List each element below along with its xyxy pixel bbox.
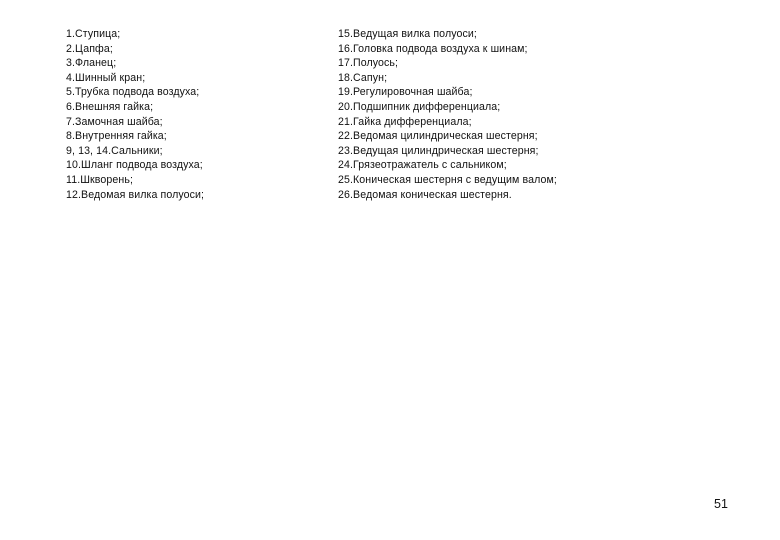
legend-item: 5.Трубка подвода воздуха; bbox=[66, 86, 200, 99]
legend-item: 2.Цапфа; bbox=[66, 42, 113, 55]
legend-item: 17.Полуось; bbox=[338, 57, 399, 70]
legend-item: 6.Внешняя гайка; bbox=[66, 100, 154, 113]
legend-item: 20.Подшипник дифференциала; bbox=[338, 100, 501, 113]
legend-item: 18.Сапун; bbox=[338, 71, 388, 84]
parts-legend-right-column bbox=[338, 27, 557, 202]
legend-item: 10.Шланг подвода воздуха; bbox=[66, 159, 203, 172]
legend-item: 11.Шкворень; bbox=[66, 173, 133, 186]
legend-item: 3.Фланец; bbox=[66, 57, 117, 70]
legend-item: 24.Грязеотражатель с сальником; bbox=[338, 159, 507, 172]
legend-item: 7.Замочная шайба; bbox=[66, 115, 163, 128]
legend-item: 16.Головка подвода воздуха к шинам; bbox=[338, 42, 528, 55]
legend-item: 26.Ведомая коническая шестерня. bbox=[338, 188, 512, 201]
legend-item: 8.Внутренняя гайка; bbox=[66, 130, 167, 143]
legend-item: 12.Ведомая вилка полуоси; bbox=[66, 188, 205, 201]
legend-item: 1.Ступица; bbox=[66, 28, 121, 40]
legend-item: 25.Коническая шестерня с ведущим валом; bbox=[338, 173, 557, 186]
legend-item: 23.Ведущая цилиндрическая шестерня; bbox=[338, 144, 539, 157]
legend-item: 9, 13, 14.Сальники; bbox=[66, 144, 163, 157]
legend-item: 4.Шинный кран; bbox=[66, 71, 146, 84]
page-number: 51 bbox=[714, 497, 728, 511]
legend-item: 21.Гайка дифференциала; bbox=[338, 115, 472, 128]
legend-item: 22.Ведомая цилиндрическая шестерня; bbox=[338, 130, 538, 143]
legend-item: 15.Ведущая вилка полуоси; bbox=[338, 28, 477, 40]
parts-legend-left-column bbox=[66, 27, 204, 202]
legend-item: 19.Регулировочная шайба; bbox=[338, 86, 473, 99]
